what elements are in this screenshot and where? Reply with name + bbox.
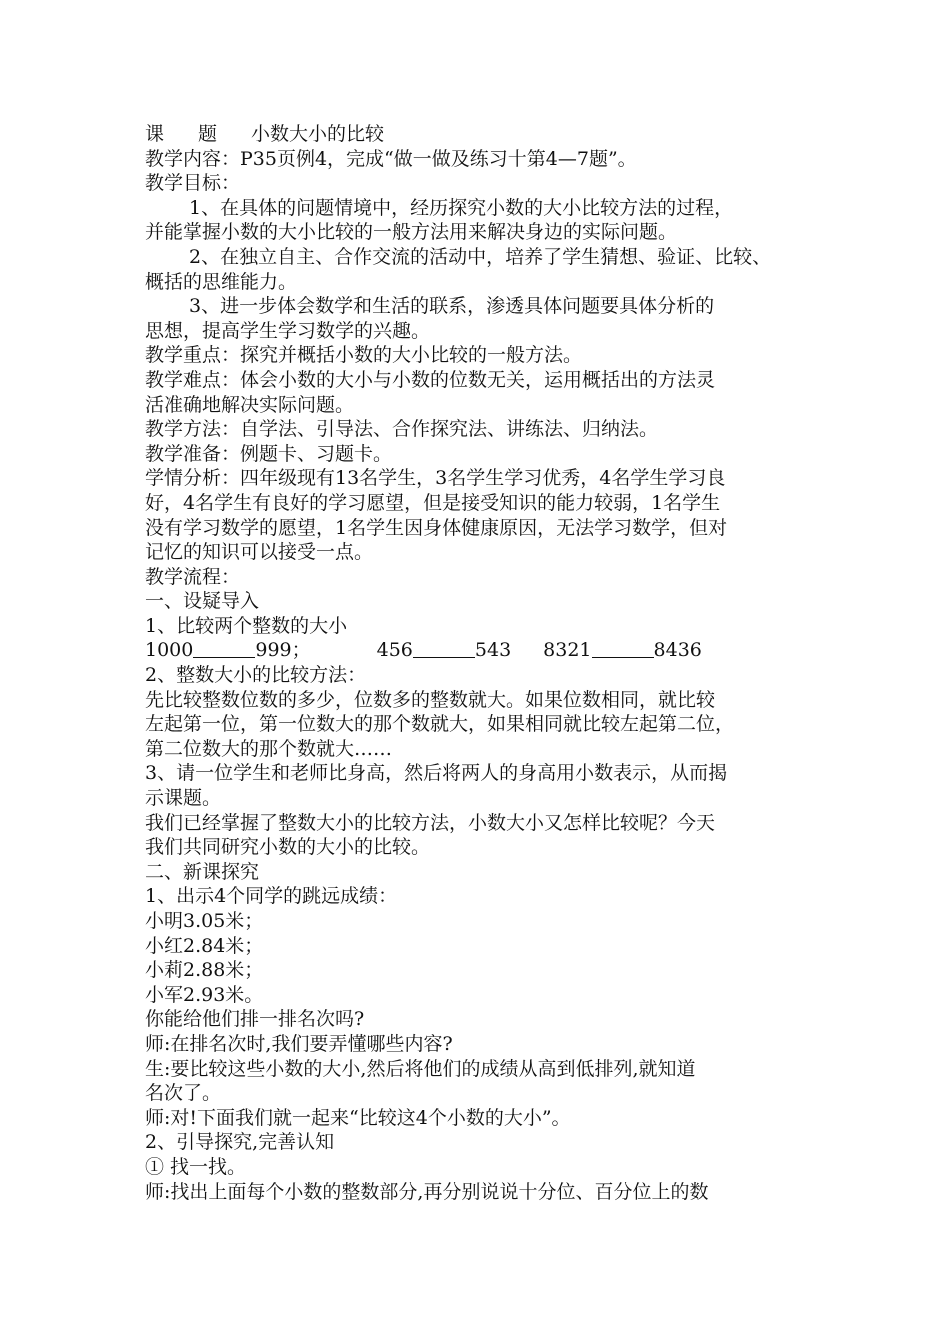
step-1-3: 3、请一位学生和老师比身高，然后将两人的身高用小数表示，从而揭 [145,762,728,785]
step-1-3-cont: 示课题。 [145,787,222,810]
step-1-2: 2、整数大小的比较方法： [145,664,367,687]
question-text: 我们共同研究小数的大小的比较。 [145,836,431,859]
answer-blank[interactable] [193,639,255,658]
flow-heading: 教学流程： [145,565,241,588]
student-analysis-cont: 好，4名学生有良好的学习愿望，但是接受知识的能力较弱，1名学生 [145,491,721,514]
student-analysis-cont: 记忆的知识可以接受一点。 [145,541,374,564]
result-item: 小明3.05米； [145,910,264,932]
result-item: 小红2.84米； [145,934,264,957]
ranking-question: 你能给他们排一排名次吗? [145,1008,365,1031]
goal-1-cont: 并能掌握小数的大小比较的一般方法用来解决身边的实际问题。 [145,221,678,244]
step-2-2: 2、引导探究,完善认知 [145,1131,335,1154]
lesson-plan-page [145,122,815,1204]
answer-blank[interactable] [413,639,475,658]
teacher-line: 师:在排名次时,我们要弄懂哪些内容? [145,1032,453,1055]
goal-1: 1、在具体的问题情境中，经历探究小数的大小比较方法的过程， [189,196,734,219]
goal-2: 2、在独立自主、合作交流的活动中，培养了学生猜想、验证、比较、 [189,245,772,268]
student-line: 生:要比较这些小数的大小,然后将他们的成绩从高到低排列,就知道 [145,1057,696,1080]
step-2-1: 1、出示4个同学的跳远成绩： [145,885,398,908]
goals-heading: 教学目标： [145,172,241,195]
lesson-title: 课 题 小数大小的比较 [145,123,385,145]
section-2-heading: 二、新课探究 [145,860,260,883]
answer-blank[interactable] [592,639,654,658]
goal-3: 3、进一步体会数学和生活的联系，渗透具体问题要具体分析的 [189,295,715,318]
teaching-content: 教学内容：P35页例4，完成“做一做及练习十第4—7题”。 [145,147,637,170]
student-analysis: 学情分析：四年级现有13名学生，3名学生学习优秀，4名学生学习良 [145,467,726,490]
result-item: 小莉2.88米； [145,959,264,982]
difficulties: 教学难点：体会小数的大小与小数的位数无关，运用概括出的方法灵 [145,368,716,391]
teaching-prep: 教学准备：例题卡、习题卡。 [145,442,393,465]
goal-2-cont: 概括的思维能力。 [145,270,298,293]
difficulties-cont: 活准确地解决实际问题。 [145,393,355,416]
find-step: ① 找一找。 [145,1155,247,1178]
compare-exercise: 1000 999； 456 543 8321 8436 [145,639,702,662]
teacher-line: 师:找出上面每个小数的整数部分,再分别说说十分位、百分位上的数 [145,1180,709,1203]
step-1-1: 1、比较两个整数的大小 [145,614,348,637]
question-text: 我们已经掌握了整数大小的比较方法，小数大小又怎样比较呢？今天 [145,811,716,834]
method-text: 先比较整数位数的多少，位数多的整数就大。如果位数相同，就比较 [145,688,716,711]
result-item: 小军2.93米。 [145,983,264,1006]
teaching-methods: 教学方法：自学法、引导法、合作探究法、讲练法、归纳法。 [145,418,659,441]
section-1-heading: 一、设疑导入 [145,590,260,613]
method-text: 左起第一位，第一位数大的那个数就大，如果相同就比较左起第二位， [145,713,735,736]
student-line-cont: 名次了。 [145,1082,222,1105]
method-text: 第二位数大的那个数就大…… [145,737,393,760]
goal-3-cont: 思想，提高学生学习数学的兴趣。 [145,319,431,342]
student-analysis-cont: 没有学习数学的愿望，1名学生因身体健康原因，无法学习数学，但对 [145,516,728,539]
teacher-line: 师:对!下面我们就一起来“比较这4个小数的大小”。 [145,1106,571,1129]
key-points: 教学重点：探究并概括小数的大小比较的一般方法。 [145,344,583,367]
